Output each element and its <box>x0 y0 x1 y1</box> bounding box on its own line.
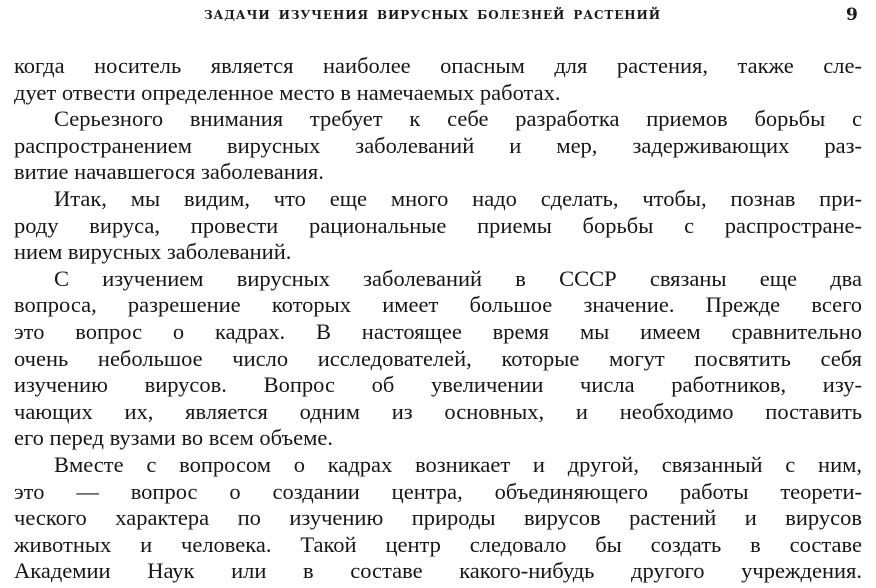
text-line: очень небольшое число исследователей, которые могут посвятить себя <box>14 345 862 371</box>
paragraph-1 <box>14 53 862 106</box>
text-line: Вместе с вопросом о кадрах возникает и другой, связанный с ним, <box>54 451 862 477</box>
paragraph-5 <box>14 452 862 585</box>
text-line: С изучением вирусных заболеваний в СССР связаны еще два <box>54 265 862 291</box>
text-line: вопроса, разрешение которых имеет большое значение. Прежде всего <box>14 292 862 318</box>
text-line: Академии Наук или в составе какого-нибудь другого учреждения. <box>14 558 862 584</box>
text-line: животных и человека. Такой центр следовало бы создать в составе <box>14 531 862 557</box>
running-title: ЗАДАЧИ ИЗУЧЕНИЯ ВИРУСНЫХ БОЛЕЗНЕЙ РАСТЕНИЙ <box>204 8 662 22</box>
text-line: его перед вузами во всем объеме. <box>14 425 334 451</box>
paragraph-3 <box>14 186 862 266</box>
running-header <box>0 5 876 30</box>
paragraph-4 <box>14 266 862 452</box>
paragraph-2 <box>14 106 862 186</box>
text-line: когда носитель является наиболее опасным для растения, также сле- <box>14 53 862 78</box>
body-text <box>14 53 862 585</box>
text-line: это — вопрос о создании центра, объединяющего работы теорети- <box>14 478 862 504</box>
text-line: ческого характера по изучению природы вирусов растений и вирусов <box>14 505 862 531</box>
text-line: это вопрос о кадрах. В настоящее время мы имеем сравнительно <box>14 318 862 344</box>
text-line: Серьезного внимания требует к себе разработка приемов борьбы с <box>54 106 862 132</box>
text-line: чающих их, является одним из основных, и необходимо поставить <box>14 398 862 424</box>
text-line: дует отвести определенное место в намечаемых работах. <box>14 79 561 105</box>
text-line: витие начавшегося заболевания. <box>14 159 324 185</box>
text-line: Итак, мы видим, что еще много надо сделать, чтобы, познав при- <box>54 185 862 211</box>
text-line: роду вируса, провести рациональные приемы борьбы с распростране- <box>14 212 862 238</box>
page-number: 9 <box>846 5 858 25</box>
text-line: нием вирусных заболеваний. <box>14 239 292 265</box>
text-line: изучению вирусов. Вопрос об увеличении числа работников, изу- <box>14 372 862 398</box>
text-line: распространением вирусных заболеваний и мер, задерживающих раз- <box>14 132 862 158</box>
